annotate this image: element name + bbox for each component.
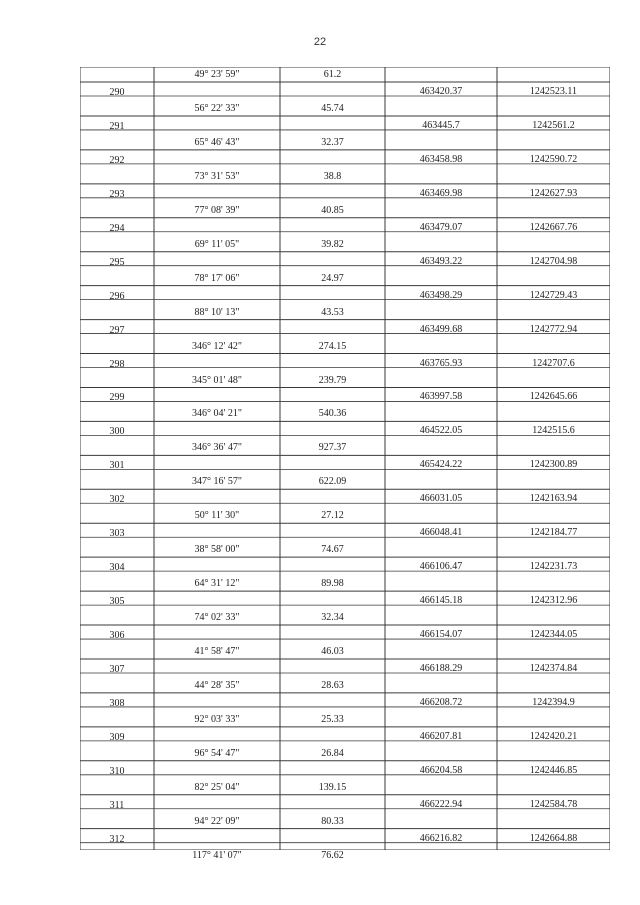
direction-angle: 73° 31' 53" [194, 170, 240, 182]
direction-angle: 38° 58' 00" [194, 544, 240, 556]
x-coordinate: 466048.41 [419, 527, 463, 539]
point-number: 310 [109, 765, 125, 777]
y-coordinate: 1242394.9 [532, 696, 575, 708]
direction-angle: 94° 22' 09" [194, 815, 240, 827]
direction-angle: 69° 11' 05" [194, 238, 240, 250]
direction-angle: 82° 25' 04" [194, 781, 240, 793]
y-coordinate: 1242645.66 [529, 391, 578, 403]
segment-length: 61.2 [323, 69, 342, 80]
segment-length: 622.09 [318, 476, 347, 488]
y-coordinate: 1242515.6 [532, 425, 575, 437]
y-coordinate: 1242664.88 [529, 832, 578, 844]
x-coordinate: 466204.58 [419, 764, 463, 776]
segment-length: 27.12 [321, 510, 344, 522]
coordinate-table [80, 67, 610, 861]
point-number: 290 [109, 87, 125, 98]
direction-angle: 77° 08' 39" [194, 204, 240, 216]
segment-length: 32.37 [321, 136, 344, 148]
segment-length: 32.34 [321, 612, 344, 624]
direction-angle: 50° 11' 30" [194, 510, 240, 522]
x-coordinate: 463493.22 [419, 255, 463, 267]
y-coordinate: 1242704.98 [529, 255, 578, 267]
y-coordinate: 1242627.93 [529, 187, 578, 199]
direction-angle: 117° 41' 07" [192, 849, 242, 861]
segment-length: 38.8 [323, 170, 342, 182]
x-coordinate: 466106.47 [419, 561, 463, 573]
x-coordinate: 466145.18 [419, 595, 463, 607]
x-coordinate: 463458.98 [419, 153, 463, 165]
direction-angle: 88° 10' 13" [194, 306, 240, 318]
point-number: 311 [109, 799, 125, 811]
direction-angle: 92° 03' 33" [194, 713, 240, 725]
point-number: 299 [109, 392, 125, 404]
segment-length: 43.53 [321, 306, 344, 318]
x-coordinate: 466154.07 [419, 629, 463, 641]
segment-length: 24.97 [321, 272, 344, 284]
segment-length: 80.33 [321, 815, 344, 827]
point-number: 309 [109, 731, 125, 743]
y-coordinate: 1242446.85 [529, 764, 578, 776]
y-coordinate: 1242344.05 [529, 629, 578, 641]
x-coordinate: 463997.58 [419, 391, 463, 403]
y-coordinate: 1242163.94 [529, 493, 578, 505]
x-coordinate: 466208.72 [419, 696, 463, 708]
x-coordinate: 466222.94 [419, 798, 463, 810]
direction-angle: 346° 04' 21" [192, 408, 242, 420]
direction-angle: 96° 54' 47" [194, 747, 240, 759]
y-coordinate: 1242300.89 [529, 459, 578, 471]
direction-angle: 64° 31' 12" [194, 578, 240, 590]
segment-length: 89.98 [321, 578, 344, 590]
direction-angle: 65° 46' 43" [194, 136, 240, 148]
direction-angle: 345° 01' 48" [192, 374, 242, 386]
point-number: 301 [109, 460, 125, 472]
x-coordinate: 463469.98 [419, 187, 463, 199]
point-number: 308 [109, 697, 125, 709]
segment-length: 45.74 [321, 103, 344, 114]
segment-length: 239.79 [318, 374, 347, 386]
direction-angle: 346° 36' 47" [192, 442, 242, 454]
y-coordinate: 1242667.76 [529, 221, 578, 233]
x-coordinate: 463420.37 [419, 86, 463, 97]
point-number: 302 [109, 494, 125, 506]
segment-length: 39.82 [321, 238, 344, 250]
y-coordinate: 1242231.73 [529, 561, 578, 573]
point-number: 305 [109, 596, 125, 608]
x-coordinate: 463498.29 [419, 289, 463, 301]
point-number: 303 [109, 528, 125, 540]
x-coordinate: 466031.05 [419, 493, 463, 505]
segment-length: 139.15 [318, 781, 347, 793]
point-number: 292 [109, 154, 125, 166]
direction-angle: 74° 02' 33" [194, 612, 240, 624]
y-coordinate: 1242772.94 [529, 323, 578, 335]
x-coordinate: 465424.22 [419, 459, 463, 471]
segment-length: 40.85 [321, 204, 344, 216]
page-number: 22 [313, 36, 327, 48]
y-coordinate: 1242420.21 [529, 730, 578, 742]
y-coordinate: 1242729.43 [529, 289, 578, 301]
point-number: 307 [109, 663, 125, 675]
segment-length: 25.33 [321, 713, 344, 725]
point-number: 300 [109, 426, 125, 438]
point-number: 296 [109, 290, 125, 302]
y-coordinate: 1242184.77 [529, 527, 578, 539]
direction-angle: 56° 22' 33" [194, 103, 240, 114]
point-number: 294 [109, 222, 125, 234]
direction-angle: 44° 28' 35" [194, 679, 240, 691]
y-coordinate: 1242707.6 [532, 357, 575, 369]
direction-angle: 49° 23' 59" [194, 69, 240, 80]
segment-length: 28.63 [321, 679, 344, 691]
x-coordinate: 466188.29 [419, 662, 463, 674]
direction-angle: 78° 17' 06" [194, 272, 240, 284]
point-number: 304 [109, 562, 125, 574]
direction-angle: 41° 58' 47" [194, 646, 240, 658]
y-coordinate: 1242374.84 [529, 662, 578, 674]
x-coordinate: 464522.05 [419, 425, 463, 437]
segment-length: 46.03 [321, 646, 344, 658]
y-coordinate: 1242312.96 [529, 595, 578, 607]
x-coordinate: 463765.93 [419, 357, 463, 369]
point-number: 295 [109, 256, 125, 268]
segment-length: 26.84 [321, 747, 344, 759]
x-coordinate: 463445.7 [422, 119, 460, 131]
y-coordinate: 1242561.2 [532, 119, 575, 131]
x-coordinate: 466207.81 [419, 730, 463, 742]
point-number: 306 [109, 630, 125, 642]
point-number: 312 [109, 833, 125, 845]
segment-length: 74.67 [321, 544, 344, 556]
point-number: 297 [109, 324, 125, 336]
segment-length: 927.37 [318, 442, 347, 454]
segment-length: 76.62 [321, 849, 344, 861]
direction-angle: 346° 12' 42" [192, 340, 242, 352]
y-coordinate: 1242590.72 [529, 153, 578, 165]
direction-angle: 347° 16' 57" [192, 476, 242, 488]
point-number: 293 [109, 188, 125, 200]
y-coordinate: 1242584.78 [529, 798, 578, 810]
segment-length: 274.15 [318, 340, 347, 352]
segment-length: 540.36 [318, 408, 347, 420]
y-coordinate: 1242523.11 [529, 86, 578, 97]
x-coordinate: 463499.68 [419, 323, 463, 335]
point-number: 291 [109, 120, 125, 132]
x-coordinate: 466216.82 [419, 832, 463, 844]
x-coordinate: 463479.07 [419, 221, 463, 233]
point-number: 298 [109, 358, 125, 370]
